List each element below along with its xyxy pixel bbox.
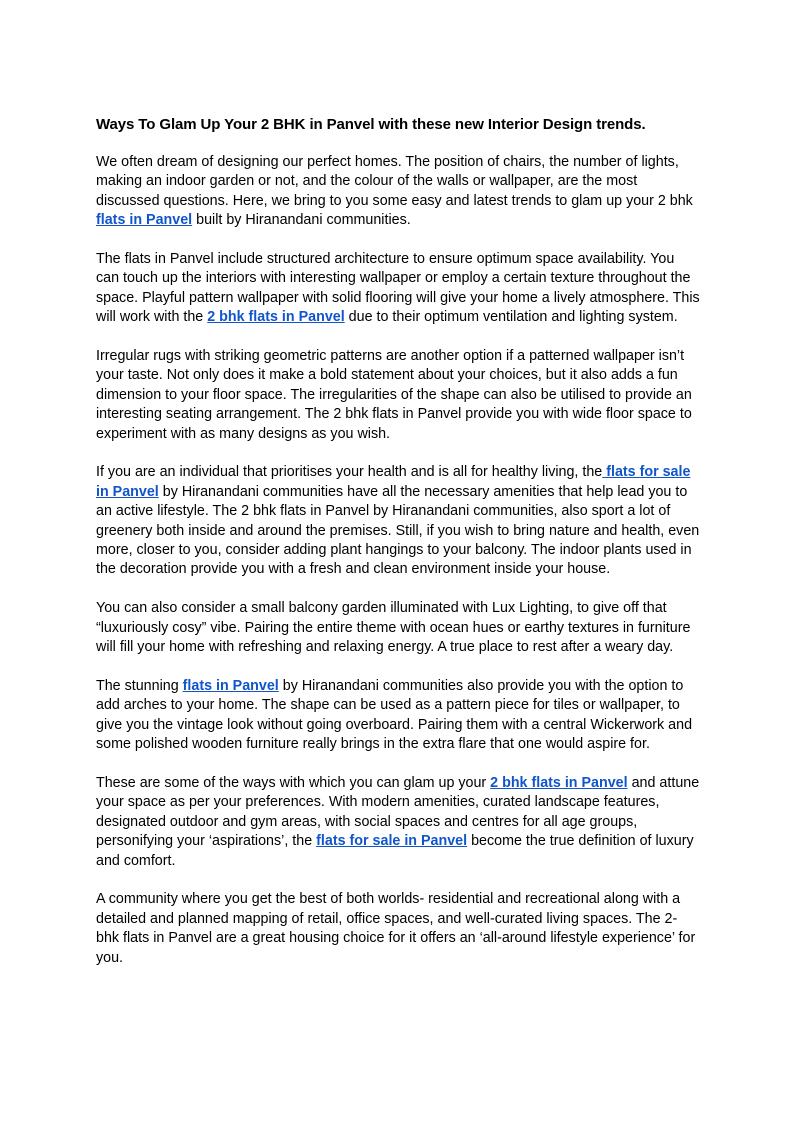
text-run: become the true definition of luxury and comfort. xyxy=(96,833,694,869)
text-run: If you are an individual that prioritises your health and is all for healthy living, the xyxy=(96,464,603,481)
paragraph-community xyxy=(96,890,700,968)
flats-for-sale-in-panvel-link[interactable]: flats for sale in Panvel xyxy=(316,833,468,850)
text-run: built by Hiranandani communities. xyxy=(192,212,411,229)
text-run: and attune your space as per your preferences. With modern amenities, curated landscape features, designated outdoor and gym areas, with social spaces and centres for all age groups, personifying your ‘aspirations’, the xyxy=(96,774,700,850)
paragraph-health xyxy=(96,463,700,579)
paragraph-intro xyxy=(96,153,700,231)
text-run: We often dream of designing our perfect homes. The position of chairs, the number of lights, making an indoor garden or not, and the colour of the walls or wallpaper, are the most discussed questions. Here, we bring to you some easy and latest trends to glam up your 2 bhk xyxy=(96,154,693,209)
2-bhk-flats-in-panvel-link[interactable]: 2 bhk flats in Panvel xyxy=(207,309,345,326)
text-run: You can also consider a small balcony garden illuminated with Lux Lighting, to give off that “luxuriously cosy” vibe. Pairing the entire theme with ocean hues or earthy textures in furniture will fill your home with refreshing and relaxing energy. A true place to rest after a weary day. xyxy=(96,600,691,656)
flats-in-panvel-link[interactable]: flats in Panvel xyxy=(182,677,279,694)
paragraph-arches xyxy=(96,677,700,755)
paragraph-ways xyxy=(96,774,700,871)
flats-in-panvel-link[interactable]: flats in Panvel xyxy=(96,212,193,229)
text-run: by Hiranandani communities have all the necessary amenities that help lead you to an active lifestyle. The 2 bhk flats in Panvel by Hiranandani communities, also sport a lot of greenery both inside and around the premises. Still, if you wish to bring nature and health, even more, closer to you, consider adding plant hangings to your balcony. The indoor plants used in the decoration provide you with a fresh and clean environment inside your house. xyxy=(96,483,700,578)
flats-for-sale-in-panvel-link[interactable]: flats for sale in Panvel xyxy=(96,464,691,500)
text-run: Irregular rugs with striking geometric patterns are another option if a patterned wallpaper isn’t your taste. Not only does it make a bold statement about your choices, but it also adds a fun dimension to your floor space. The irregularities of the shape can also be utilised to provide an interesting seating arrangement. The 2 bhk flats in Panvel provide you with wide floor space to experiment with as many designs as you wish. xyxy=(96,348,692,442)
text-run: These are some of the ways with which you can glam up your xyxy=(96,774,491,791)
document-page xyxy=(96,115,700,968)
document-title: Ways To Glam Up Your 2 BHK in Panvel with these new Interior Design trends. xyxy=(96,116,646,133)
text-run: by Hiranandani communities also provide you with the option to add arches to your home. The shape can be used as a pattern piece for tiles or wallpaper, to give you the vintage look without going overboard. Pairing them with a central Wickerwork and some polished wooden furniture really brings in the extra flare that one would aspire for. xyxy=(96,677,693,753)
text-run: A community where you get the best of both worlds- residential and recreational along with a detailed and planned mapping of retail, office spaces, and well-curated living spaces. The 2-bhk flats in Panvel are a great housing choice for it offers an ‘all-around lifestyle experience’ for you. xyxy=(96,891,696,966)
text-run: The flats in Panvel include structured architecture to ensure optimum space availability. You can touch up the interiors with interesting wallpaper or employ a certain texture throughout the space. Playful pattern wallpaper with solid flooring will give your home a lively atmosphere. This will work with the xyxy=(96,251,700,326)
text-run: The stunning xyxy=(96,677,183,694)
2-bhk-flats-in-panvel-link[interactable]: 2 bhk flats in Panvel xyxy=(490,774,628,791)
text-run: due to their optimum ventilation and lighting system. xyxy=(344,309,678,326)
paragraph-rugs xyxy=(96,347,700,444)
paragraph-balcony xyxy=(96,599,700,657)
paragraph-wallpaper xyxy=(96,250,700,328)
